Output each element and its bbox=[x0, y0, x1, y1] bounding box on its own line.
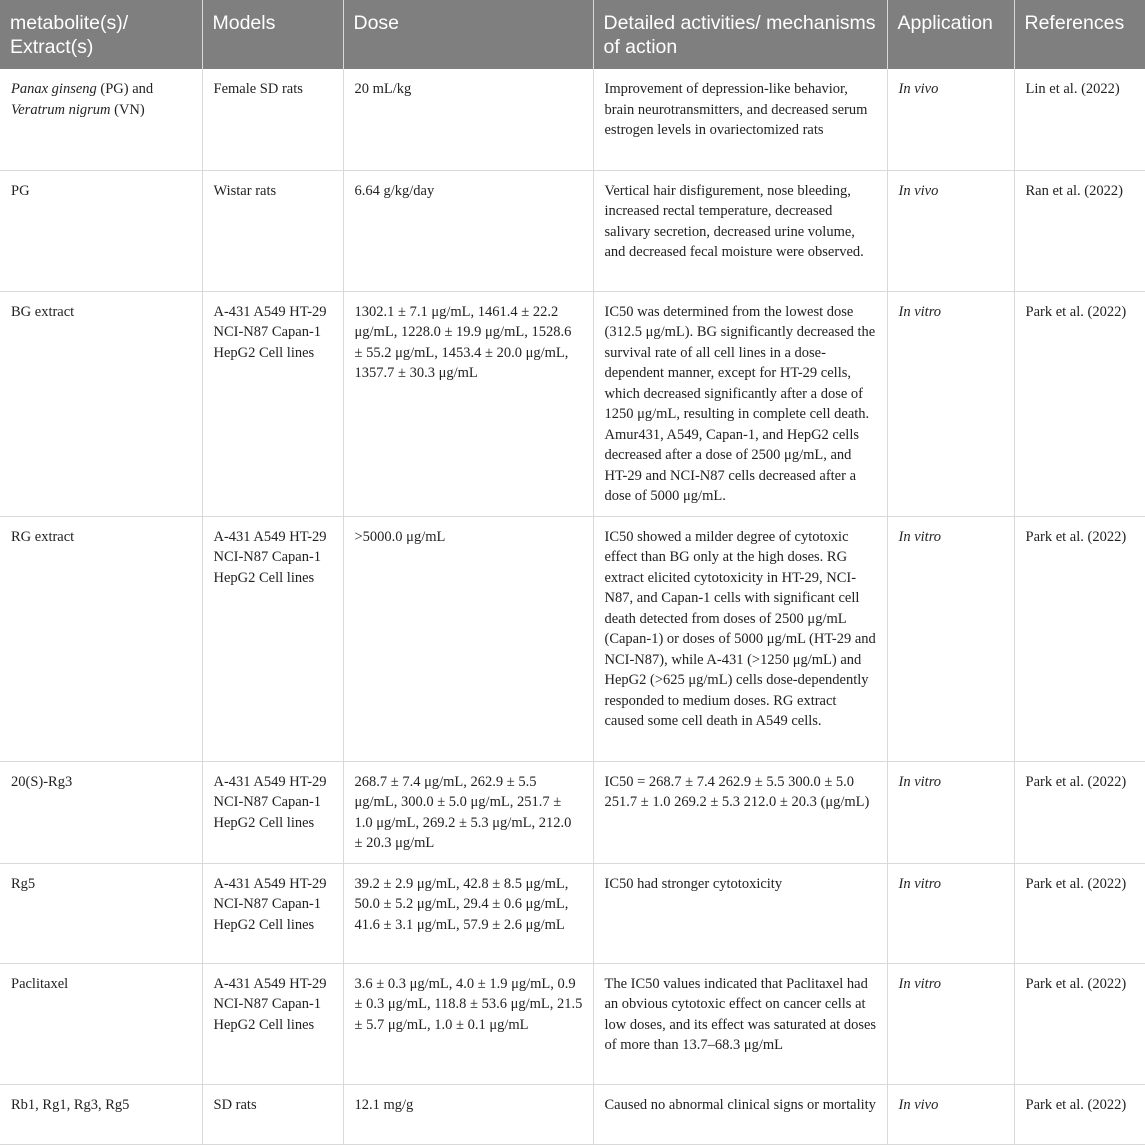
cell-metabolite bbox=[0, 69, 202, 170]
cell-dose: 6.64 g/kg/day bbox=[343, 170, 593, 291]
cell-dose: 268.7 ± 7.4 μg/mL, 262.9 ± 5.5 μg/mL, 300.0 ± 5.0 μg/mL, 251.7 ± 1.0 μg/mL, 269.2 ± 5.3 μg/mL, 212.0 ± 20.3 μg/mL bbox=[343, 761, 593, 863]
cell-activity: IC50 had stronger cytotoxicity bbox=[593, 863, 887, 963]
cell-application: In vitro bbox=[887, 863, 1014, 963]
cell-model: SD rats bbox=[202, 1084, 343, 1144]
cell-application: In vitro bbox=[887, 963, 1014, 1084]
cell-application: In vitro bbox=[887, 291, 1014, 516]
cell-metabolite: RG extract bbox=[0, 516, 202, 761]
cell-dose: >5000.0 μg/mL bbox=[343, 516, 593, 761]
cell-activity: IC50 showed a milder degree of cytotoxic effect than BG only at the high doses. RG extract elicited cytotoxicity in HT-29, NCI-N87, and Capan-1 cells with significant cell death detected from doses of 2500 μg/mL (Capan-1) or doses of 5000 μg/mL (HT-29 and NCI-N87), while A-431 (>1250 μg/mL) and HepG2 (>625 μg/mL) cells dose-dependently responded to medium doses. RG extract caused some cell death in A549 cells. bbox=[593, 516, 887, 761]
species-name: Panax ginseng bbox=[11, 81, 97, 97]
cell-application: In vivo bbox=[887, 69, 1014, 170]
cell-dose: 39.2 ± 2.9 μg/mL, 42.8 ± 8.5 μg/mL, 50.0 ± 5.2 μg/mL, 29.4 ± 0.6 μg/mL, 41.6 ± 3.1 μg/mL, 57.9 ± 2.6 μg/mL bbox=[343, 863, 593, 963]
header-row bbox=[0, 0, 1145, 69]
cell-model: Female SD rats bbox=[202, 69, 343, 170]
species-name: Veratrum nigrum bbox=[11, 101, 111, 118]
table-row bbox=[0, 516, 1145, 761]
header-activities: Detailed activities/ mechanisms of action bbox=[593, 0, 887, 69]
cell-reference: Park et al. (2022) bbox=[1014, 963, 1145, 1084]
cell-metabolite: Paclitaxel bbox=[0, 963, 202, 1084]
abbreviation: (VN) bbox=[110, 101, 145, 118]
cell-application: In vivo bbox=[887, 1084, 1014, 1144]
table-row bbox=[0, 963, 1145, 1084]
cell-model: A-431 A549 HT-29 NCI-N87 Capan-1 HepG2 Cell lines bbox=[202, 963, 343, 1084]
cell-activity: Improvement of depression-like behavior, brain neurotransmitters, and decreased serum estrogen levels in ovariectomized rats bbox=[593, 69, 887, 170]
cell-dose: 20 mL/kg bbox=[343, 69, 593, 170]
cell-activity: Vertical hair disfigurement, nose bleeding, increased rectal temperature, decreased salivary secretion, decreased urine volume, and decreased fecal moisture were observed. bbox=[593, 170, 887, 291]
table-row bbox=[0, 1084, 1145, 1144]
cell-metabolite: PG bbox=[0, 170, 202, 291]
table-row bbox=[0, 761, 1145, 863]
table-header bbox=[0, 0, 1145, 69]
cell-activity: Caused no abnormal clinical signs or mortality bbox=[593, 1084, 887, 1144]
cell-metabolite: Rg5 bbox=[0, 863, 202, 963]
cell-reference: Park et al. (2022) bbox=[1014, 761, 1145, 863]
cell-dose: 1302.1 ± 7.1 μg/mL, 1461.4 ± 22.2 μg/mL, 1228.0 ± 19.9 μg/mL, 1528.6 ± 55.2 μg/mL, 1453.4 ± 20.0 μg/mL, 1357.7 ± 30.3 μg/mL bbox=[343, 291, 593, 516]
cell-dose: 3.6 ± 0.3 μg/mL, 4.0 ± 1.9 μg/mL, 0.9 ± 0.3 μg/mL, 118.8 ± 53.6 μg/mL, 21.5 ± 5.7 μg/mL, 1.0 ± 0.1 μg/mL bbox=[343, 963, 593, 1084]
header-dose: Dose bbox=[343, 0, 593, 69]
table-row bbox=[0, 291, 1145, 516]
cell-model: A-431 A549 HT-29 NCI-N87 Capan-1 HepG2 Cell lines bbox=[202, 863, 343, 963]
cell-activity: The IC50 values indicated that Paclitaxel had an obvious cytotoxic effect on cancer cells at low doses, and its effect was saturated at doses of more than 13.7–68.3 μg/mL bbox=[593, 963, 887, 1084]
cell-model: A-431 A549 HT-29 NCI-N87 Capan-1 HepG2 Cell lines bbox=[202, 516, 343, 761]
cell-reference: Park et al. (2022) bbox=[1014, 291, 1145, 516]
cell-metabolite: Rb1, Rg1, Rg3, Rg5 bbox=[0, 1084, 202, 1144]
header-application: Application bbox=[887, 0, 1014, 69]
header-references: References bbox=[1014, 0, 1145, 69]
header-metabolite: metabolite(s)/ Extract(s) bbox=[0, 0, 202, 69]
cell-reference: Lin et al. (2022) bbox=[1014, 69, 1145, 170]
cell-application: In vitro bbox=[887, 761, 1014, 863]
cell-reference: Ran et al. (2022) bbox=[1014, 170, 1145, 291]
cell-reference: Park et al. (2022) bbox=[1014, 1084, 1145, 1144]
cell-application: In vivo bbox=[887, 170, 1014, 291]
cell-metabolite: 20(S)-Rg3 bbox=[0, 761, 202, 863]
cell-dose: 12.1 mg/g bbox=[343, 1084, 593, 1144]
cell-model: Wistar rats bbox=[202, 170, 343, 291]
cell-reference: Park et al. (2022) bbox=[1014, 863, 1145, 963]
cell-model: A-431 A549 HT-29 NCI-N87 Capan-1 HepG2 Cell lines bbox=[202, 761, 343, 863]
table-row bbox=[0, 69, 1145, 170]
abbreviation: (PG) and bbox=[96, 81, 154, 97]
cell-reference: Park et al. (2022) bbox=[1014, 516, 1145, 761]
table-row bbox=[0, 863, 1145, 963]
header-models: Models bbox=[202, 0, 343, 69]
cell-metabolite: BG extract bbox=[0, 291, 202, 516]
cell-model: A-431 A549 HT-29 NCI-N87 Capan-1 HepG2 Cell lines bbox=[202, 291, 343, 516]
cell-activity: IC50 = 268.7 ± 7.4 262.9 ± 5.5 300.0 ± 5.0 251.7 ± 1.0 269.2 ± 5.3 212.0 ± 20.3 (μg/mL) bbox=[593, 761, 887, 863]
cell-activity: IC50 was determined from the lowest dose (312.5 μg/mL). BG significantly decreased the survival rate of all cell lines in a dose-dependent manner, except for HT-29 cells, which decreased significantly after a dose of 1250 μg/mL, resulting in complete cell death. Amur431, A549, Capan-1, and HepG2 cells decreased after a dose of 2500 μg/mL, and HT-29 and NCI-N87 cells decreased after a dose of 5000 μg/mL. bbox=[593, 291, 887, 516]
cell-application: In vitro bbox=[887, 516, 1014, 761]
table-row bbox=[0, 170, 1145, 291]
table-body bbox=[0, 69, 1145, 1144]
